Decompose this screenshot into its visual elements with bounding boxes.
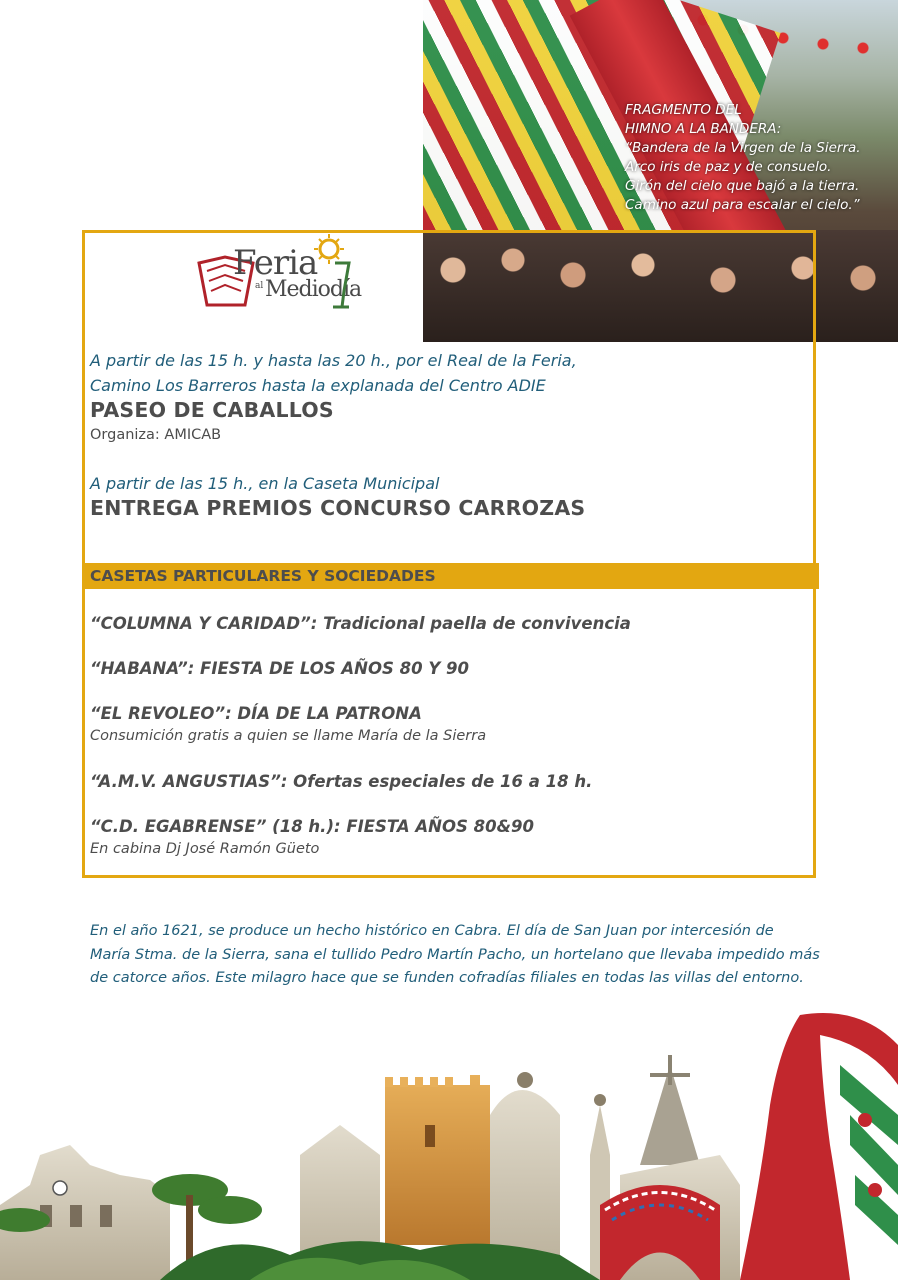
cabra-skyline-illustration <box>0 1005 898 1280</box>
caption-line: “Bandera de la Virgen de la Sierra. <box>625 140 861 156</box>
sun-glass-icon <box>299 233 355 313</box>
event-organizer: Organiza: AMICAB <box>90 427 222 443</box>
casetas-header-bar <box>82 563 819 589</box>
history-line: María Stma. de la Sierra, sana el tullido Pedro Martín Pacho, un hortelano que llevaba impedido más <box>90 946 820 963</box>
logo-word-mediodia: Mediodía <box>265 277 362 302</box>
history-line: de catorce años. Este milagro hace que se funden cofradías filiales en todas las villas del entorno. <box>90 970 804 986</box>
caseta-item: “EL REVOLEO”: DÍA DE LA PATRONA <box>90 704 422 723</box>
caption-line: Arco iris de paz y de consuelo. <box>625 159 832 175</box>
event-info-line: A partir de las 15 h., en la Caseta Municipal <box>90 474 440 493</box>
casetas-header: CASETAS PARTICULARES Y SOCIEDADES <box>90 567 436 585</box>
caseta-item: “COLUMNA Y CARIDAD”: Tradicional paella de convivencia <box>90 614 631 633</box>
caption-line: FRAGMENTO DEL <box>625 102 742 118</box>
logo-word-feria: Feria <box>233 243 318 283</box>
caseta-item: “HABANA”: FIESTA DE LOS AÑOS 80 Y 90 <box>90 659 470 678</box>
event-info-line: A partir de las 15 h. y hasta las 20 h., por el Real de la Feria, <box>90 351 577 370</box>
caption-line: Camino azul para escalar el cielo.” <box>625 197 860 213</box>
caseta-item: “C.D. EGABRENSE” (18 h.): FIESTA AÑOS 80&90 <box>90 817 534 836</box>
caseta-item: “A.M.V. ANGUSTIAS”: Ofertas especiales de 16 a 18 h. <box>90 772 593 791</box>
history-line: En el año 1621, se produce un hecho histórico en Cabra. El día de San Juan por intercesión de <box>90 923 774 939</box>
feria-logo <box>195 233 362 315</box>
caption-line: HIMNO A LA BANDERA: <box>625 121 782 137</box>
caption-line: Girón del cielo que bajó a la tierra. <box>625 178 860 194</box>
event-title: ENTREGA PREMIOS CONCURSO CARROZAS <box>90 496 586 520</box>
caseta-item-note: En cabina Dj José Ramón Güeto <box>90 841 320 857</box>
history-paragraph <box>90 920 830 991</box>
hymn-caption <box>625 101 890 215</box>
caseta-item-note: Consumición gratis a quien se llame María de la Sierra <box>90 728 487 744</box>
logo-word-al: al <box>255 281 264 291</box>
event-title: PASEO DE CABALLOS <box>90 398 334 422</box>
event-info-line: Camino Los Barreros hasta la explanada del Centro ADIE <box>90 376 546 395</box>
